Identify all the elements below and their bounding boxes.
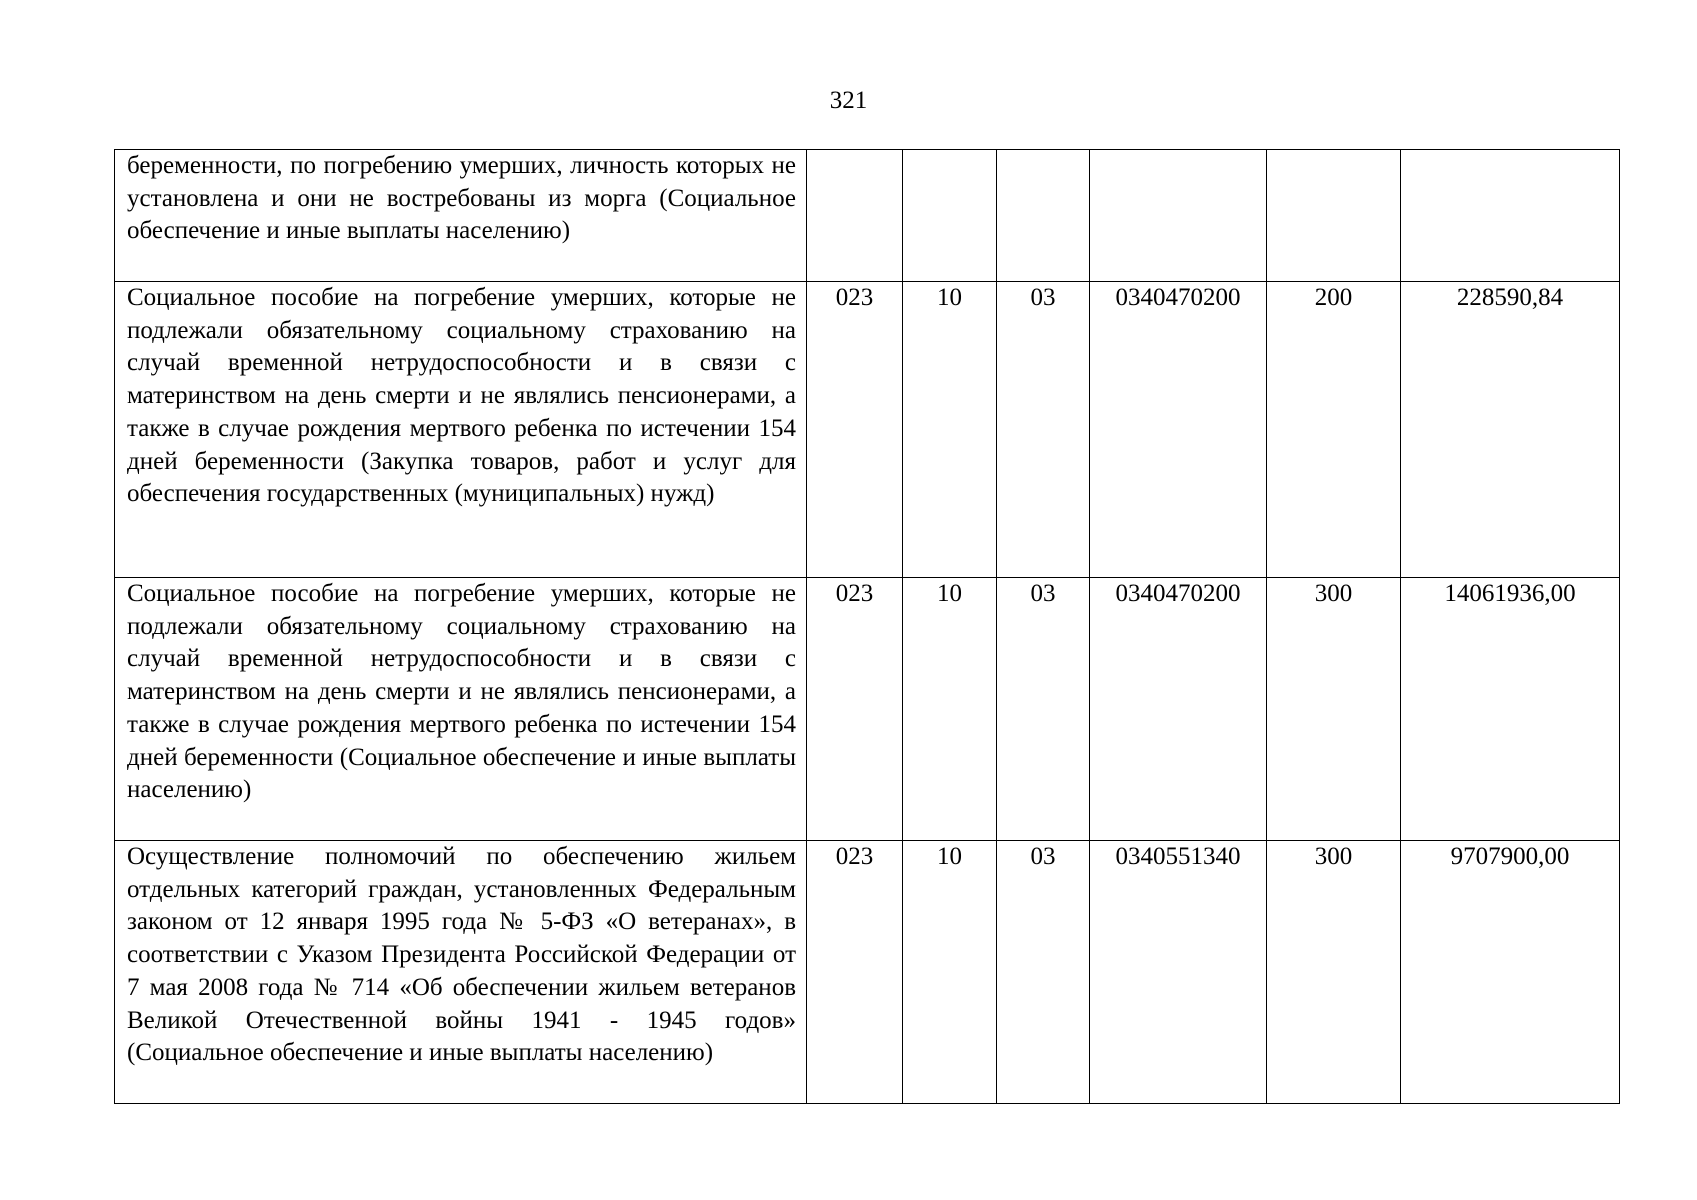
ministry-code-cell: 023: [807, 578, 903, 841]
target-article-cell: 0340551340: [1090, 841, 1267, 1104]
target-article-cell: 0340470200: [1090, 282, 1267, 578]
subsection-code-cell: 03: [997, 578, 1090, 841]
expense-type-cell: 300: [1267, 578, 1401, 841]
amount-cell: 14061936,00: [1401, 578, 1620, 841]
section-code-cell: [903, 150, 997, 282]
subsection-code-cell: [997, 150, 1090, 282]
ministry-code-cell: 023: [807, 841, 903, 1104]
subsection-code-cell: 03: [997, 841, 1090, 1104]
amount-cell: [1401, 150, 1620, 282]
row-description: беременности, по погребению умерших, личность которых не установлена и они не востребованы из морга (Социальное обеспечение и иные выплаты населению): [115, 150, 807, 282]
target-article-cell: 0340470200: [1090, 578, 1267, 841]
amount-cell: 9707900,00: [1401, 841, 1620, 1104]
section-code-cell: 10: [903, 282, 997, 578]
expense-type-cell: [1267, 150, 1401, 282]
table-row: [115, 150, 1620, 282]
amount-cell: 228590,84: [1401, 282, 1620, 578]
row-description: Социальное пособие на погребение умерших, которые не подлежали обязательному социальному страхованию на случай временной нетрудоспособности и в связи с материнством на день смерти и не являлись пенсионерами, а также в случае рождения мертвого ребенка по истечении 154 дней беременности (Закупка товаров, работ и услуг для обеспечения государственных (муниципальных) нужд): [115, 282, 807, 578]
subsection-code-cell: 03: [997, 282, 1090, 578]
ministry-code-cell: [807, 150, 903, 282]
row-description: Социальное пособие на погребение умерших, которые не подлежали обязательному социальному страхованию на случай временной нетрудоспособности и в связи с материнством на день смерти и не являлись пенсионерами, а также в случае рождения мертвого ребенка по истечении 154 дней беременности (Социальное обеспечение и иные выплаты населению): [115, 578, 807, 841]
section-code-cell: 10: [903, 578, 997, 841]
ministry-code-cell: 023: [807, 282, 903, 578]
row-description: Осуществление полномочий по обеспечению жильем отдельных категорий граждан, установленных Федеральным законом от 12 января 1995 года № 5-ФЗ «О ветеранах», в соответствии с Указом Президента Российской Федерации от 7 мая 2008 года № 714 «Об обеспечении жильем ветеранов Великой Отечественной войны 1941 - 1945 годов» (Социальное обеспечение и иные выплаты населению): [115, 841, 807, 1104]
table-row: [115, 841, 1620, 1104]
page-number: 321: [829, 87, 868, 114]
expense-type-cell: 200: [1267, 282, 1401, 578]
budget-table: [114, 149, 1620, 1104]
target-article-cell: [1090, 150, 1267, 282]
table-row: [115, 578, 1620, 841]
table-row: [115, 282, 1620, 578]
section-code-cell: 10: [903, 841, 997, 1104]
expense-type-cell: 300: [1267, 841, 1401, 1104]
